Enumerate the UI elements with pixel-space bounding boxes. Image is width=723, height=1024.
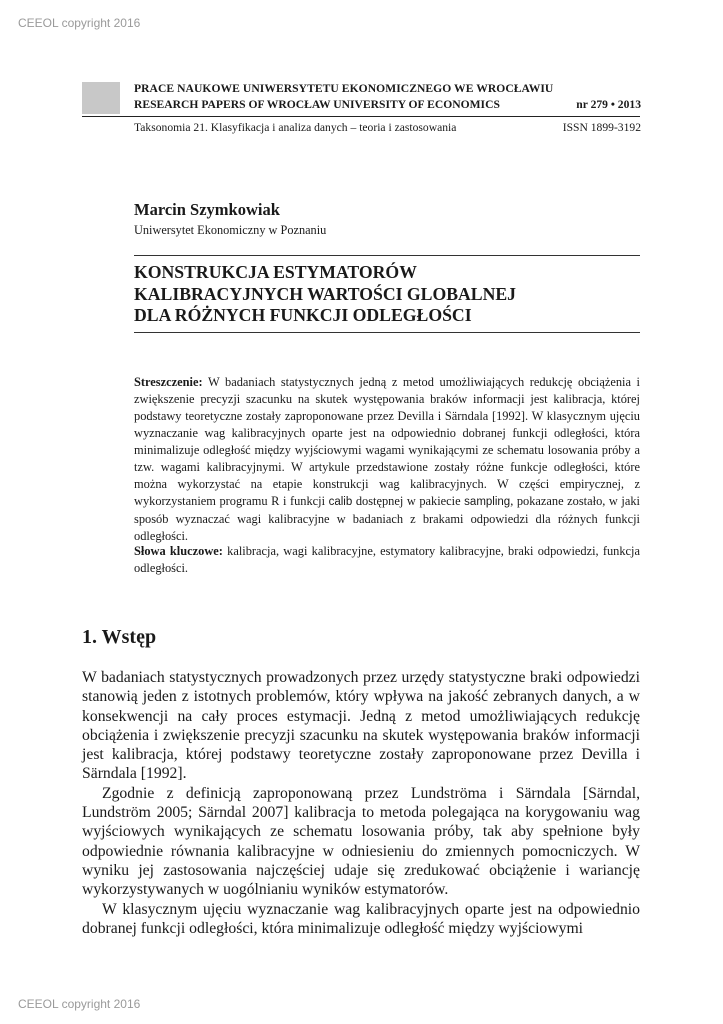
journal-logo-block: [82, 82, 120, 114]
code-calib: calib: [328, 496, 353, 508]
copyright-watermark-top: CEEOL copyright 2016: [18, 16, 141, 30]
code-sampling: sampling: [464, 496, 511, 508]
series-title: Taksonomia 21. Klasyfikacja i analiza danych – teoria i zastosowania: [134, 121, 457, 134]
title-rule-top: [134, 255, 640, 256]
title-rule-bottom: [134, 332, 640, 333]
journal-name-polish: PRACE NAUKOWE UNIWERSYTETU EKONOMICZNEGO WE WROCŁAWIU: [134, 82, 554, 95]
paragraph: Zgodnie z definicją zaproponowaną przez Lundströma i Särndala [Särndal, Lundström 2005; Särndal 2007] kalibracja to metoda polegająca na korygowaniu wag wyjściowych wynikających ze schematu losowania próby, tak aby spełnione były odpowiednie równania kalibracyjne w odniesieniu do zmiennych pomocniczych. W wyniku jej zastosowania najczęściej udaje się zredukować obciążenie i wariancję wykorzystywanych w uogólnianiu wyników estymatorów.: [82, 784, 640, 899]
issn: ISSN 1899-3192: [562, 121, 641, 134]
abstract-text: , pokazane zostało, w jaki sposób wyznaczać wagi kalibracyjne w badaniach z brakami odpowiedzi dla różnych funkcji odległości.: [134, 494, 640, 543]
section-heading: 1. Wstęp: [82, 626, 157, 648]
paper-title: [134, 262, 640, 327]
issue-number: nr 279 • 2013: [576, 98, 641, 111]
paragraph: W klasycznym ujęciu wyznaczanie wag kalibracyjnych oparte jest na odpowiednio dobranej funkcji odległości, która minimalizuje odległość między wyjściowymi: [82, 900, 640, 937]
paragraph: W badaniach statystycznych prowadzonych przez urzędy statystyczne braki odpowiedzi stanowią jeden z istotnych problemów, który wpływa na jakość zebranych danych, a w konsekwencji na cały proces estymacji. Jedną z metod umożliwiających redukcję obciążenia i zwiększenie precyzji szacunku na skutek występowania braków informacji jest kalibracja, której podstawy teoretyczne zostały zaproponowane przez Devilla i Särndala [1992].: [82, 669, 640, 783]
journal-name-english: RESEARCH PAPERS OF WROCŁAW UNIVERSITY OF ECONOMICS: [134, 98, 500, 111]
author-name: Marcin Szymkowiak: [134, 200, 280, 219]
copyright-watermark-bottom: CEEOL copyright 2016: [18, 997, 141, 1011]
keywords: [134, 543, 640, 577]
header-divider: [82, 116, 640, 117]
abstract-text: W badaniach statystycznych jedną z metod umożliwiających redukcję obciążenia i zwiększenie precyzji szacunku na skutek występowania braków informacji jest kalibracja, której podstawy teoretyczne zostały zaproponowane przez Devilla i Särndala [1992]. W klasycznym ujęciu wyznaczanie wag kalibracyjnych oparte jest na odpowiednio dobranej funkcji odległości, która minimalizuje odległość między wyjściowymi wagami wynikającymi ze schematu losowania próby a tzw. wagami kalibracyjnymi. W artykule przedstawione zostały różne funkcje odległości, które można wykorzystać na etapie konstrukcji wag kalibracyjnych. W części empirycznej, z wykorzystaniem programu R i funkcji: [134, 375, 641, 508]
keywords-text: kalibracja, wagi kalibracyjne, estymatory kalibracyjne, braki odpowiedzi, funkcja odległości.: [134, 544, 640, 575]
title-line: KALIBRACYJNYCH WARTOŚCI GLOBALNEJ: [134, 283, 517, 304]
author-affiliation: Uniwersytet Ekonomiczny w Poznaniu: [134, 223, 327, 237]
title-line: DLA RÓŻNYCH FUNKCJI ODLEGŁOŚCI: [134, 305, 472, 325]
title-line: KONSTRUKCJA ESTYMATORÓW: [134, 262, 417, 282]
abstract-label: Streszczenie:: [134, 375, 203, 389]
keywords-label: Słowa kluczowe:: [134, 544, 223, 558]
abstract-text: dostępnej w pakiecie: [355, 494, 461, 508]
abstract: [134, 374, 640, 545]
section-body: [82, 668, 640, 938]
